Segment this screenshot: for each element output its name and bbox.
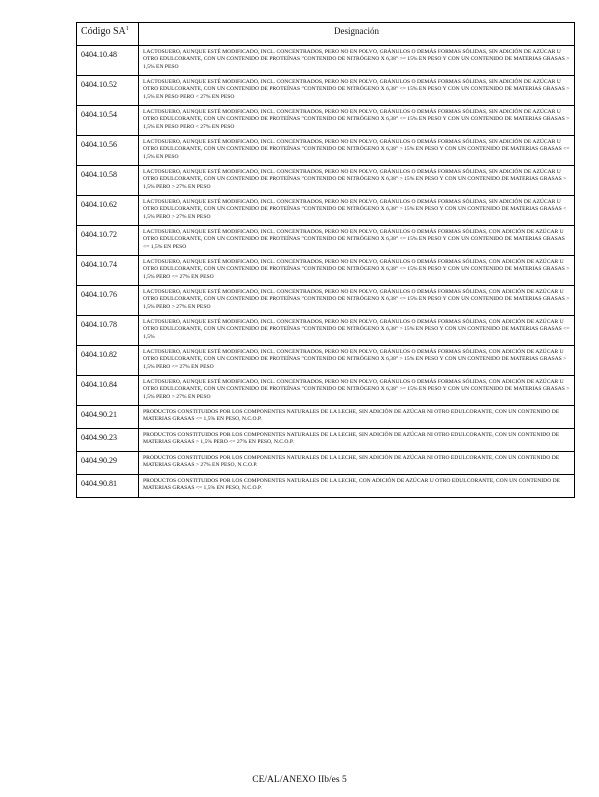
designation-cell: LACTOSUERO, AUNQUE ESTÉ MODIFICADO, INCL. CONCENTRADOS, PERO NO EN POLVO, GRÁNULOS O DEMÁS FORMAS SÓLIDAS, CON ADICIÓN DE AZÚCAR U OTRO EDULCORANTE, CON UN CONTENIDO DE PROTEÍNAS "CONTENIDO DE NITRÓGENO X 6,38" > 15% EN PESO Y CON UN CONTENIDO DE MATERIAS GRASAS > 1,5% PERO <= 27% EN PESO — [139, 346, 575, 376]
designation-cell: LACTOSUERO, AUNQUE ESTÉ MODIFICADO, INCL. CONCENTRADOS, PERO NO EN POLVO, GRÁNULOS O DEMÁS FORMAS SÓLIDAS, SIN ADICIÓN DE AZÚCAR U OTRO EDULCORANTE, CON UN CONTENIDO DE PROTEÍNAS "CONTENIDO DE NITRÓGENO X 6,38" <= 15% EN PESO Y CON UN CONTENIDO DE MATERIAS GRASAS > 1,5% EN PESO PERO < 27% EN PESO — [139, 106, 575, 136]
designation-column-header: Designación — [139, 23, 575, 46]
table-row — [77, 376, 575, 406]
designation-cell: PRODUCTOS CONSTITUIDOS POR LOS COMPONENTES NATURALES DE LA LECHE, CON ADICIÓN DE AZÚCAR U OTRO EDULCORANTE, CON UN CONTENIDO DE MATERIAS GRASAS <= 1,5% EN PESO, N.C.O.P. — [139, 475, 575, 498]
table-row — [77, 106, 575, 136]
designation-cell: PRODUCTOS CONSTITUIDOS POR LOS COMPONENTES NATURALES DE LA LECHE, SIN ADICIÓN DE AZÚCAR NI OTRO EDULCORANTE, CON UN CONTENIDO DE MATERIAS GRASAS <= 1,5% EN PESO, N.C.O.P. — [139, 406, 575, 429]
designation-cell: LACTOSUERO, AUNQUE ESTÉ MODIFICADO, INCL. CONCENTRADOS, PERO NO EN POLVO, GRÁNULOS O DEMÁS FORMAS SÓLIDAS, SIN ADICIÓN DE AZÚCAR U OTRO EDULCORANTE, CON UN CONTENIDO DE PROTEÍNAS "CONTENIDO DE NITRÓGENO X 6,38" >= 15% EN PESO Y CON UN CONTENIDO DE MATERIAS GRASAS > 1,5% EN PESO — [139, 46, 575, 76]
hs-code-cell: 0404.10.54 — [77, 106, 139, 136]
tariff-code-table — [76, 22, 575, 498]
table-row — [77, 452, 575, 475]
hs-code-cell: 0404.90.29 — [77, 452, 139, 475]
table-row — [77, 166, 575, 196]
hs-code-cell: 0404.90.21 — [77, 406, 139, 429]
table-row — [77, 76, 575, 106]
table-row — [77, 346, 575, 376]
table-body — [77, 46, 575, 498]
table-row — [77, 196, 575, 226]
table-row — [77, 256, 575, 286]
hs-code-cell: 0404.10.78 — [77, 316, 139, 346]
hs-code-cell: 0404.10.52 — [77, 76, 139, 106]
hs-code-cell: 0404.10.82 — [77, 346, 139, 376]
designation-cell: LACTOSUERO, AUNQUE ESTÉ MODIFICADO, INCL. CONCENTRADOS, PERO NO EN POLVO, GRÁNULOS O DEMÁS FORMAS SÓLIDAS, CON ADICIÓN DE AZÚCAR U OTRO EDULCORANTE, CON UN CONTENIDO DE PROTEÍNAS "CONTENIDO DE NITRÓGENO X 6,38" >= 15% EN PESO Y CON UN CONTENIDO DE MATERIAS GRASAS > 1,5% PERO > 27% EN PESO — [139, 376, 575, 406]
hs-code-cell: 0404.10.74 — [77, 256, 139, 286]
table-header-row — [77, 23, 575, 46]
hs-code-cell: 0404.10.62 — [77, 196, 139, 226]
table-row — [77, 46, 575, 76]
code-column-header — [77, 23, 139, 46]
designation-cell: PRODUCTOS CONSTITUIDOS POR LOS COMPONENTES NATURALES DE LA LECHE, SIN ADICIÓN DE AZÚCAR NI OTRO EDULCORANTE, CON UN CONTENIDO DE MATERIAS GRASAS > 27% EN PESO, N.C.O.P. — [139, 452, 575, 475]
hs-code-cell: 0404.10.58 — [77, 166, 139, 196]
hs-code-cell: 0404.90.81 — [77, 475, 139, 498]
table-row — [77, 316, 575, 346]
code-header-label: Código SA — [81, 26, 126, 37]
designation-cell: LACTOSUERO, AUNQUE ESTÉ MODIFICADO, INCL. CONCENTRADOS, PERO NO EN POLVO, GRÁNULOS O DEMÁS FORMAS SÓLIDAS, SIN ADICIÓN DE AZÚCAR U OTRO EDULCORANTE, CON UN CONTENIDO DE PROTEÍNAS "CONTENIDO DE NITRÓGENO X 6,38" > 15% EN PESO Y CON UN CONTENIDO DE MATERIAS GRASAS <= 1,5% EN PESO — [139, 136, 575, 166]
hs-code-cell: 0404.90.23 — [77, 429, 139, 452]
page-footer-reference: CE/AL/ANEXO IIb/es 5 — [252, 775, 347, 785]
table-row — [77, 136, 575, 166]
hs-code-cell: 0404.10.48 — [77, 46, 139, 76]
designation-cell: PRODUCTOS CONSTITUIDOS POR LOS COMPONENTES NATURALES DE LA LECHE, SIN ADICIÓN DE AZÚCAR NI OTRO EDULCORANTE, CON UN CONTENIDO DE MATERIAS GRASAS > 1,5% PERO <= 27% EN PESO, N.C.O.P. — [139, 429, 575, 452]
table-row — [77, 286, 575, 316]
designation-cell: LACTOSUERO, AUNQUE ESTÉ MODIFICADO, INCL. CONCENTRADOS, PERO NO EN POLVO, GRÁNULOS O DEMÁS FORMAS SÓLIDAS, CON ADICIÓN DE AZÚCAR U OTRO EDULCORANTE, CON UN CONTENIDO DE PROTEÍNAS "CONTENIDO DE NITRÓGENO X 6,38" <= 15% EN PESO Y CON UN CONTENIDO DE MATERIAS GRASAS > 1,5% PERO <= 27% EN PESO — [139, 256, 575, 286]
table-row — [77, 226, 575, 256]
designation-cell: LACTOSUERO, AUNQUE ESTÉ MODIFICADO, INCL. CONCENTRADOS, PERO NO EN POLVO, GRÁNULOS O DEMÁS FORMAS SÓLIDAS, CON ADICIÓN DE AZÚCAR U OTRO EDULCORANTE, CON UN CONTENIDO DE PROTEÍNAS "CONTENIDO DE NITRÓGENO X 6,38" > 15% EN PESO Y CON UN CONTENIDO DE MATERIAS GRASAS <= 1,5% — [139, 316, 575, 346]
designation-cell: LACTOSUERO, AUNQUE ESTÉ MODIFICADO, INCL. CONCENTRADOS, PERO NO EN POLVO, GRÁNULOS O DEMÁS FORMAS SÓLIDAS, SIN ADICIÓN DE AZÚCAR U OTRO EDULCORANTE, CON UN CONTENIDO DE PROTEÍNAS "CONTENIDO DE NITRÓGENO X 6,38" <= 15% EN PESO Y CON UN CONTENIDO DE MATERIAS GRASAS > 1,5% EN PESO PERO < 27% EN PESO — [139, 76, 575, 106]
hs-code-cell: 0404.10.56 — [77, 136, 139, 166]
designation-cell: LACTOSUERO, AUNQUE ESTÉ MODIFICADO, INCL. CONCENTRADOS, PERO NO EN POLVO, GRÁNULOS O DEMÁS FORMAS SÓLIDAS, CON ADICIÓN DE AZÚCAR U OTRO EDULCORANTE, CON UN CONTENIDO DE PROTEÍNAS "CONTENIDO DE NITRÓGENO X 6,38" <= 15% EN PESO Y CON UN CONTENIDO DE MATERIAS GRASAS > 1,5% PERO > 27% EN PESO — [139, 286, 575, 316]
hs-code-cell: 0404.10.76 — [77, 286, 139, 316]
table-row — [77, 406, 575, 429]
designation-cell: LACTOSUERO, AUNQUE ESTÉ MODIFICADO, INCL. CONCENTRADOS, PERO NO EN POLVO, GRÁNULOS O DEMÁS FORMAS SÓLIDAS, CON ADICIÓN DE AZÚCAR U OTRO EDULCORANTE, CON UN CONTENIDO DE PROTEÍNAS "CONTENIDO DE NITRÓGENO X 6,38" <= 15% EN PESO Y CON UN CONTENIDO DE MATERIAS GRASAS <= 1,5% EN PESO — [139, 226, 575, 256]
table-row — [77, 429, 575, 452]
hs-code-cell: 0404.10.84 — [77, 376, 139, 406]
designation-cell: LACTOSUERO, AUNQUE ESTÉ MODIFICADO, INCL. CONCENTRADOS, PERO NO EN POLVO, GRÁNULOS O DEMÁS FORMAS SÓLIDAS, SIN ADICIÓN DE AZÚCAR U OTRO EDULCORANTE, CON UN CONTENIDO DE PROTEÍNAS "CONTENIDO DE NITRÓGENO X 6,38" > 15% EN PESO Y CON UN CONTENIDO DE MATERIAS GRASAS < 1,5% PERO > 27% EN PESO — [139, 196, 575, 226]
table-row — [77, 475, 575, 498]
designation-cell: LACTOSUERO, AUNQUE ESTÉ MODIFICADO, INCL. CONCENTRADOS, PERO NO EN POLVO, GRÁNULOS O DEMÁS FORMAS SÓLIDAS, SIN ADICIÓN DE AZÚCAR U OTRO EDULCORANTE, CON UN CONTENIDO DE PROTEÍNAS "CONTENIDO DE NITRÓGENO X 6,38" > 15% EN PESO Y CON UN CONTENIDO DE MATERIAS GRASAS > 1,5% PERO > 27% EN PESO — [139, 166, 575, 196]
footnote-marker: 1 — [125, 26, 129, 32]
hs-code-cell: 0404.10.72 — [77, 226, 139, 256]
